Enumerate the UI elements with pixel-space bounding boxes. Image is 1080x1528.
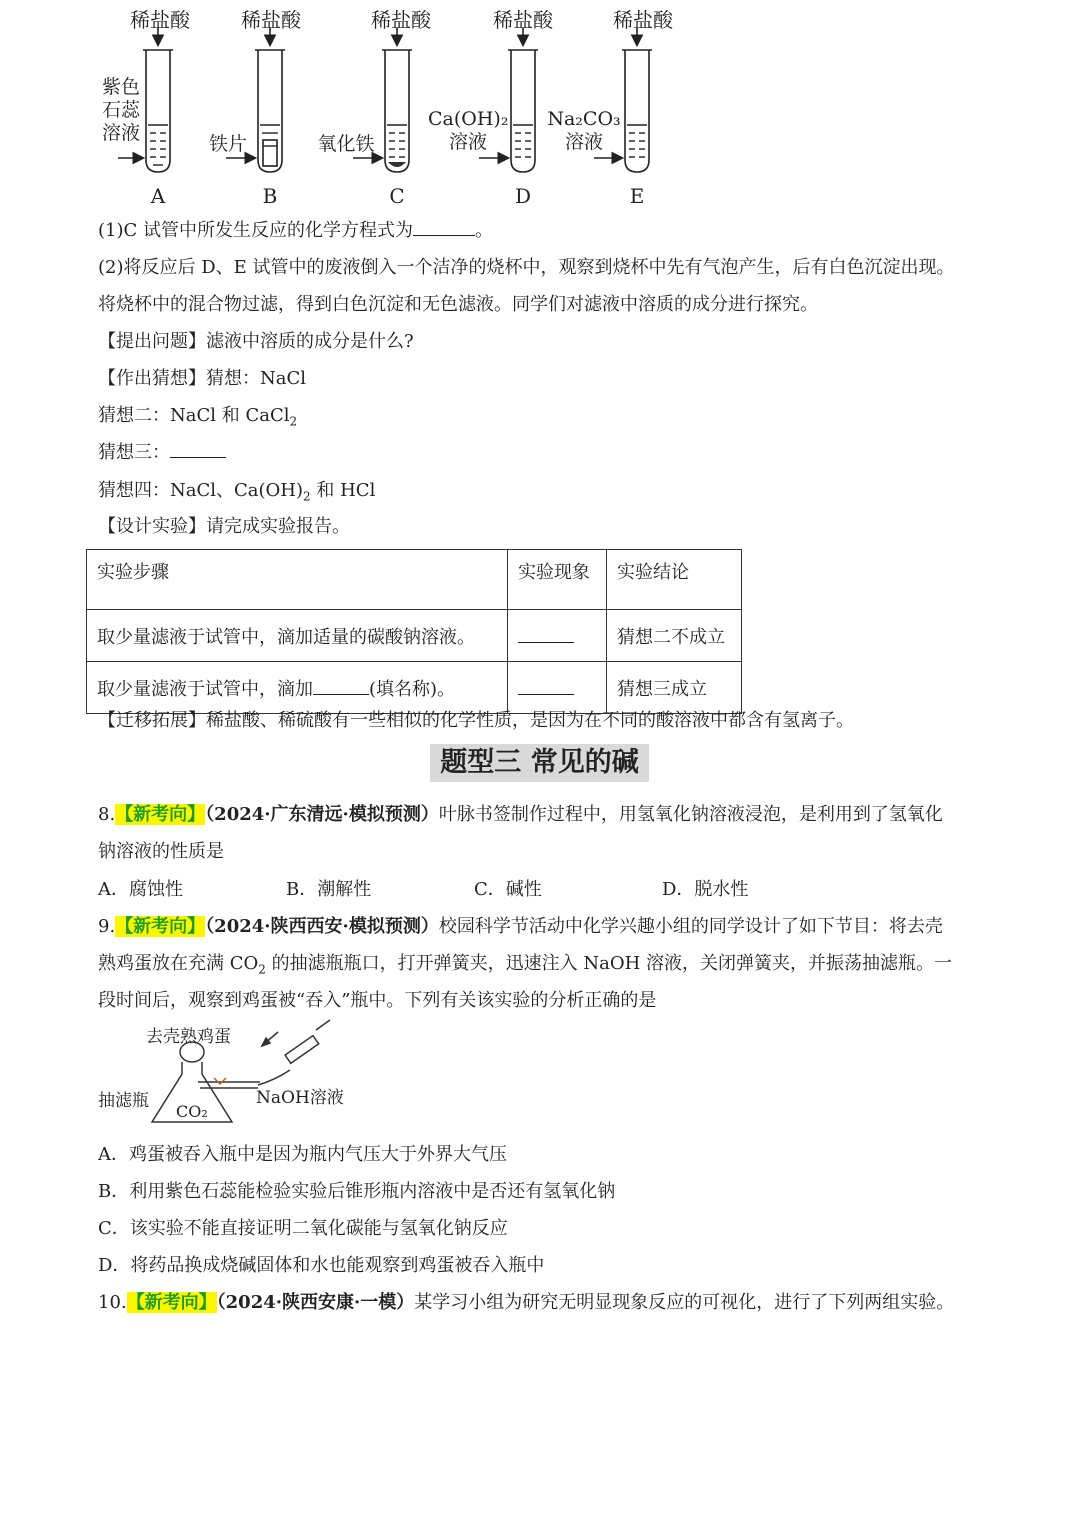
guess-2 [98, 401, 297, 429]
q8-option-b: B．潮解性 [286, 879, 372, 900]
q1-blank [413, 217, 475, 236]
q9-text-2-sub: 2 [258, 962, 266, 977]
q9-option-d: D．将药品换成烧碱固体和水也能观察到鸡蛋被吞入瓶中 [98, 1255, 545, 1276]
q1-text: (1)C 试管中所发生反应的化学方程式为 [98, 220, 413, 241]
tube-b-label: 铁片 [208, 133, 247, 155]
tube-e-label: Na₂CO₃ 溶液 [547, 108, 621, 153]
q8-source: （2024·广东清远·模拟预测） [205, 804, 439, 825]
q1-end: 。 [475, 220, 493, 241]
gas-label: CO₂ [176, 1102, 208, 1121]
row2-blank [518, 676, 574, 695]
tube-letter-a: A [150, 184, 166, 208]
q10-line [98, 1288, 954, 1314]
tube-c-label: 氧化铁 [317, 133, 375, 155]
row2-name-blank [313, 676, 369, 695]
design-line: 【设计实验】请完成实验报告。 [98, 516, 350, 537]
guess-4 [98, 476, 375, 504]
row2-step-a: 取少量滤液于试管中，滴加 [97, 678, 313, 700]
row1-conclusion: 猜想二不成立 [607, 610, 742, 662]
tube-a-label: 紫色 石蕊 溶液 [101, 76, 140, 144]
row2-conclusion: 猜想三成立 [607, 662, 742, 714]
table-header-row [87, 550, 742, 610]
q8-line-2: 钠溶液的性质是 [98, 841, 224, 862]
q2-line-1: (2)将反应后 D、E 试管中的废液倒入一个洁净的烧杯中，观察到烧杯中先有气泡产生，后有白色沉淀出现。 [98, 257, 955, 278]
guess-3 [98, 438, 226, 464]
guess-2-text: 猜想二：NaCl 和 CaCl [98, 405, 290, 426]
q10-number: 10. [98, 1292, 127, 1313]
q8-option-c: C．碱性 [474, 879, 542, 900]
q9-option-b: B．利用紫色石蕊能检验实验后锥形瓶内溶液中是否还有氢氧化钠 [98, 1181, 616, 1202]
guess-4-text-a: 猜想四：NaCl、Ca(OH) [98, 480, 304, 501]
guess-3-text: 猜想三： [98, 442, 170, 463]
q9-line-1 [98, 912, 943, 938]
q8-option-a: A．腐蚀性 [98, 879, 183, 900]
header-steps: 实验步骤 [87, 550, 508, 610]
row1-blank [518, 624, 574, 643]
q2-line-2: 将烧杯中的混合物过滤，得到白色沉淀和无色滤液。同学们对滤液中溶质的成分进行探究。 [98, 294, 818, 315]
row1-step: 取少量滤液于试管中，滴加适量的碳酸钠溶液。 [87, 610, 508, 662]
tube-letter-b: B [262, 184, 278, 208]
q9-source: （2024·陕西西安·模拟预测） [205, 916, 439, 937]
header-conclusion: 实验结论 [607, 550, 742, 610]
q8-option-d: D．脱水性 [662, 879, 749, 900]
tube-d-label: Ca(OH)₂ 溶液 [428, 108, 509, 153]
guess-4-sub: 2 [303, 489, 311, 504]
acid-label-c: 稀盐酸 [371, 8, 431, 32]
experiment-table [86, 549, 742, 714]
guess-3-blank [170, 439, 226, 458]
section-title: 题型三 常见的碱 [430, 744, 649, 782]
acid-label-a: 稀盐酸 [130, 8, 190, 32]
q10-source: （2024·陕西安康·一模） [216, 1292, 415, 1313]
tube-letter-d: D [514, 184, 532, 208]
acid-label-d: 稀盐酸 [493, 8, 553, 32]
guess-4-text-b: 和 HCl [310, 480, 376, 501]
header-phenomenon: 实验现象 [508, 550, 607, 610]
tube-letter-c: C [389, 184, 405, 208]
egg-label: 去壳熟鸡蛋 [146, 1027, 231, 1047]
table-row [87, 610, 742, 662]
q9-line-3: 段时间后，观察到鸡蛋被“吞入”瓶中。下列有关该实验的分析正确的是 [98, 990, 657, 1011]
q8-tag: 【新考向】 [115, 804, 206, 825]
row1-phenomenon [508, 610, 607, 662]
q8-number: 8. [98, 804, 116, 825]
acid-label-e: 稀盐酸 [613, 8, 673, 32]
q8-text-1: 叶脉书签制作过程中，用氢氧化钠溶液浸泡，是利用到了氢氧化 [438, 804, 943, 825]
q9-text-2b: 的抽滤瓶瓶口，打开弹簧夹，迅速注入 NaOH 溶液，关闭弹簧夹，并振荡抽滤瓶。一 [265, 953, 953, 974]
q9-tag: 【新考向】 [115, 916, 206, 937]
q10-tag: 【新考向】 [126, 1292, 217, 1313]
guess-1: 【作出猜想】猜想：NaCl [98, 368, 307, 389]
row2-step-b: (填名称)。 [369, 678, 456, 700]
guess-2-sub: 2 [289, 414, 298, 429]
q8-line-1 [98, 800, 943, 826]
flask-label: 抽滤瓶 [98, 1091, 149, 1111]
tube-letter-e: E [629, 184, 645, 208]
question-line: 【提出问题】滤液中溶质的成分是什么? [98, 331, 414, 352]
q10-text: 某学习小组为研究无明显现象反应的可视化，进行了下列两组实验。 [414, 1292, 955, 1313]
solution-label: NaOH溶液 [256, 1088, 344, 1108]
q9-text-1: 校园科学节活动中化学兴趣小组的同学设计了如下节目：将去壳 [438, 916, 943, 937]
q9-option-c: C．该实验不能直接证明二氧化碳能与氢氧化钠反应 [98, 1218, 508, 1239]
q9-option-a: A．鸡蛋被吞入瓶中是因为瓶内气压大于外界大气压 [98, 1144, 507, 1165]
extension-line: 【迁移拓展】稀盐酸、稀硫酸有一些相似的化学性质，是因为在不同的酸溶液中都含有氢离子。 [98, 710, 854, 731]
q9-line-2 [98, 949, 952, 977]
q9-text-2a: 熟鸡蛋放在充满 CO [98, 953, 259, 974]
acid-label-b: 稀盐酸 [241, 8, 301, 32]
q9-number: 9. [98, 916, 116, 937]
q1-line [98, 216, 493, 242]
